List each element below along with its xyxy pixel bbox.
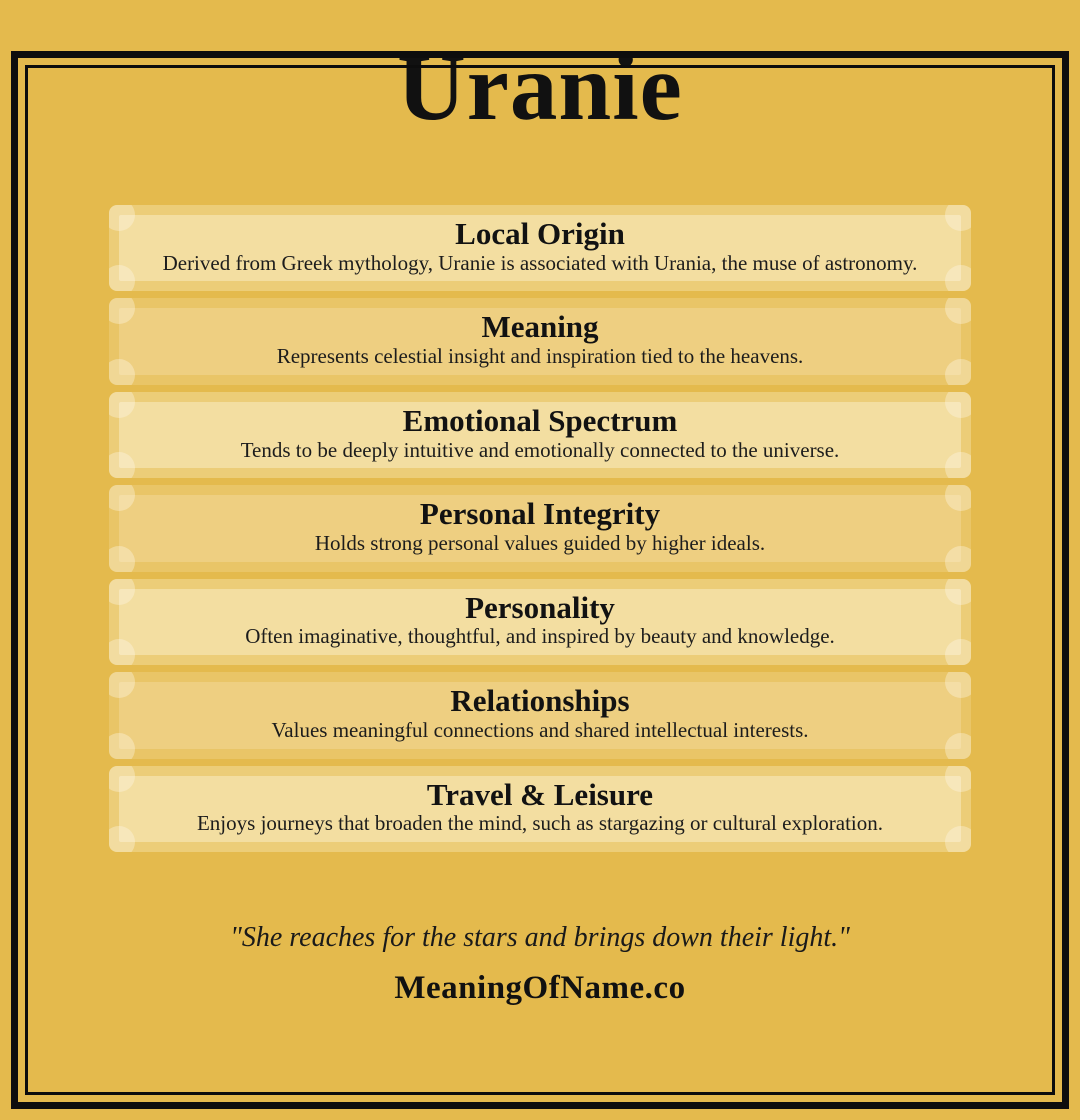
section-card xyxy=(109,392,971,478)
section-card xyxy=(109,672,971,758)
section-description: Enjoys journeys that broaden the mind, such as stargazing or cultural exploration. xyxy=(196,811,884,836)
section-title: Emotional Spectrum xyxy=(402,402,678,438)
section-title: Meaning xyxy=(481,309,599,345)
section-card xyxy=(109,298,971,384)
section-card xyxy=(109,485,971,571)
section-title: Personality xyxy=(465,589,615,625)
section-title: Personal Integrity xyxy=(419,496,661,532)
section-description: Represents celestial insight and inspiration tied to the heavens. xyxy=(276,344,804,369)
section-card-inner xyxy=(119,402,961,468)
section-description: Tends to be deeply intuitive and emotionally connected to the universe. xyxy=(240,437,840,462)
section-description: Holds strong personal values guided by higher ideals. xyxy=(314,531,766,556)
section-card-inner xyxy=(119,495,961,561)
section-card-inner xyxy=(119,308,961,374)
section-card-inner xyxy=(119,682,961,748)
poster xyxy=(0,34,1080,1120)
section-card-inner xyxy=(119,589,961,655)
quote-text: "She reaches for the stars and brings down their light." xyxy=(230,922,850,954)
section-title: Travel & Leisure xyxy=(426,776,654,812)
section-description: Derived from Greek mythology, Uranie is associated with Urania, the muse of astronomy. xyxy=(162,250,918,275)
section-title: Relationships xyxy=(450,683,630,719)
page-title: Uranie xyxy=(397,34,683,140)
brand-logo-text: MeaningOfName.co xyxy=(394,970,686,1007)
section-card-inner xyxy=(119,215,961,281)
section-description: Often imaginative, thoughtful, and inspired by beauty and knowledge. xyxy=(245,624,835,649)
section-description: Values meaningful connections and shared intellectual interests. xyxy=(271,717,809,742)
section-title: Local Origin xyxy=(455,216,625,251)
section-card xyxy=(109,766,971,852)
section-card-inner xyxy=(119,776,961,842)
section-card xyxy=(109,205,971,291)
section-card xyxy=(109,579,971,665)
sections-list xyxy=(109,205,971,852)
